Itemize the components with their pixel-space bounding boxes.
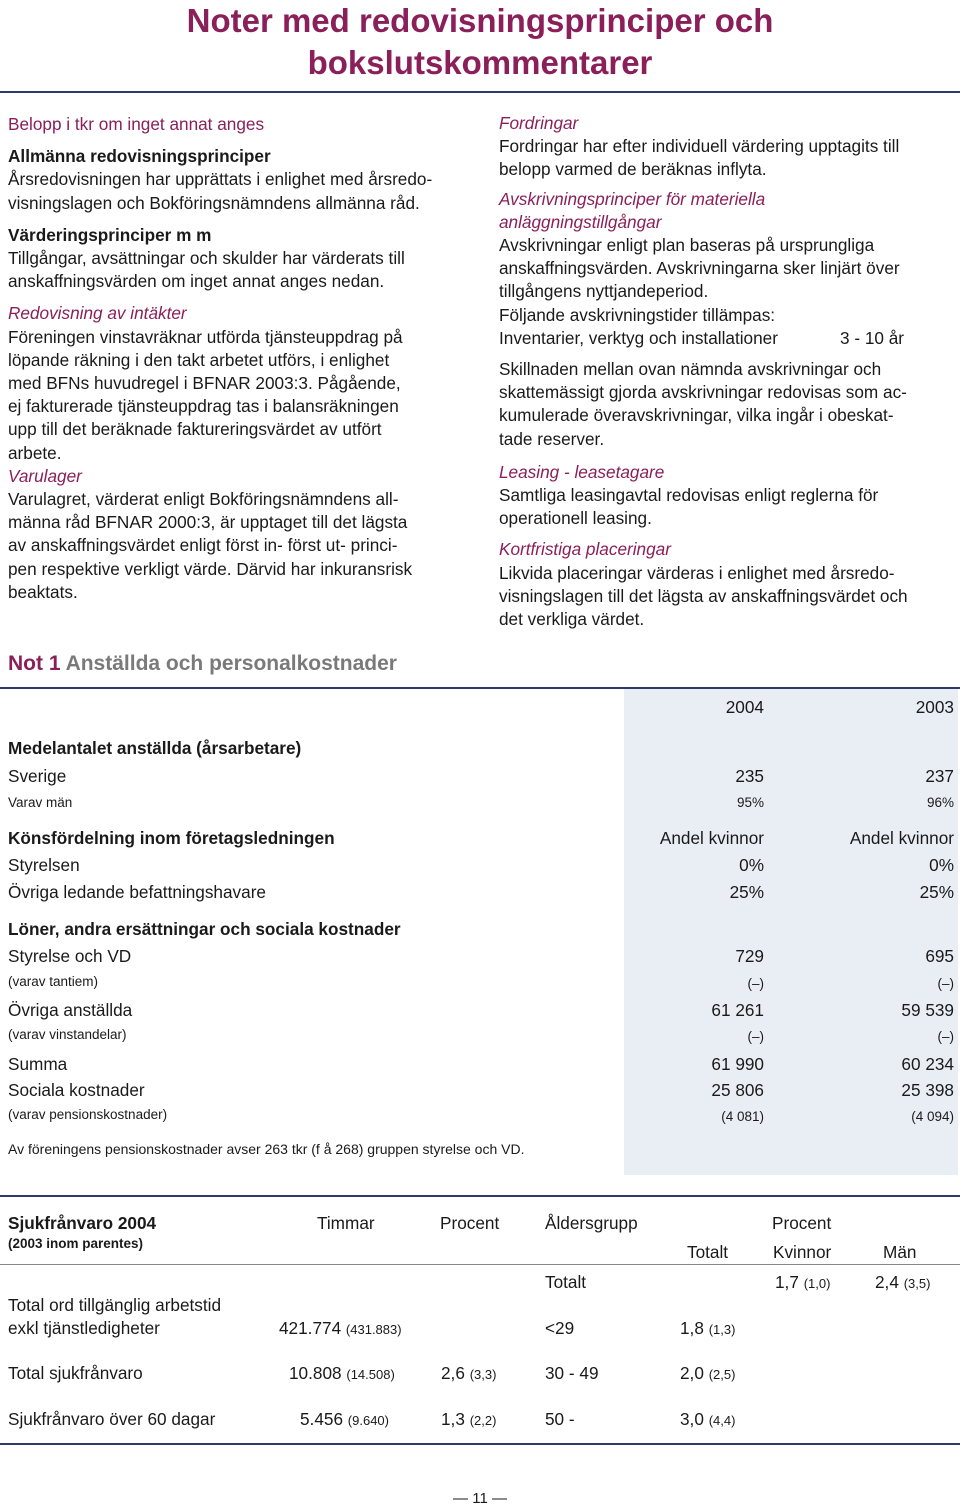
col-total-header: Totalt [687, 1242, 729, 1262]
section-heading: Könsfördelning inom företagsledningen [8, 828, 335, 848]
row-label: Sjukfrånvaro över 60 dagar [8, 1409, 216, 1429]
total-value [680, 1408, 735, 1432]
value: 1,7 [775, 1272, 799, 1292]
prev-value: (3,5) [903, 1276, 931, 1291]
depreciation-item-label: Inventarier, verktyg och installationer [499, 327, 778, 348]
value-2003: 0% [929, 855, 954, 875]
age-row-label: 50 - [545, 1409, 575, 1429]
text-line: av anskaffningsvärdet enligt först in- först ut- princi- [8, 535, 398, 556]
valuation-heading: Värderingsprinciper m m [8, 224, 212, 245]
depreciation-heading-2: anläggningstillgångar [499, 211, 662, 232]
text-line: pen respektive verkligt värde. Därvid har inkuransrisk [8, 558, 413, 579]
text-line: männa råd BFNAR 2000:3, är upptaget till det lägsta [8, 512, 408, 533]
value-2004: 61 261 [711, 1000, 764, 1020]
text-line: Följande avskrivningstider tillämpas: [499, 304, 776, 325]
short-investments-heading: Kortfristiga placeringar [499, 539, 671, 560]
page-title [0, 0, 960, 84]
divider [0, 1264, 960, 1265]
left-column [8, 113, 468, 604]
value: 5.456 [300, 1409, 344, 1429]
leasing-heading: Leasing - leasetagare [499, 461, 665, 482]
text-line: visningslagen till det lägsta av anskaffningsvärdet och [499, 585, 908, 606]
inventory-heading: Varulager [8, 465, 82, 486]
hours-value [279, 1317, 402, 1341]
hours-value [300, 1408, 389, 1432]
value-2003: 237 [925, 766, 954, 786]
value-2003: 25% [919, 882, 954, 902]
row-label: Sociala kostnader [8, 1080, 145, 1100]
note-title: Anställda och personalkostnader [65, 652, 397, 675]
text-line: Samtliga leasingavtal redovisas enligt reglerna för [499, 485, 879, 506]
total-value [680, 1317, 735, 1341]
text-line: Skillnaden mellan ovan nämnda avskrivningar och [499, 359, 882, 380]
value-2003: 59 539 [901, 1000, 954, 1020]
value-2003: 96% [926, 795, 954, 810]
text-line: löpande räkning i den takt arbetet utförs, i enlighet [8, 349, 390, 370]
value-2004: 729 [735, 946, 764, 966]
receivables-heading: Fordringar [499, 113, 579, 133]
page-title-line1: Noter med redovisningsprinciper och [186, 2, 774, 39]
value-2004: 95% [736, 795, 764, 810]
prev-value: (1,0) [803, 1276, 831, 1291]
row-label: Total ord tillgänglig arbetstid [8, 1295, 222, 1315]
prev-value: (3,3) [469, 1367, 497, 1382]
value: 1,3 [441, 1409, 465, 1429]
text-line: skattemässigt gjorda avskrivningar redovisas som ac- [499, 382, 907, 403]
text-line: visningslagen och Bokföringsnämndens allmänna råd. [8, 192, 420, 213]
col-percent2-header: Procent [772, 1213, 832, 1233]
prev-value: (4,4) [708, 1413, 736, 1428]
prev-value: (1,3) [708, 1322, 736, 1337]
divider [0, 1443, 960, 1445]
depreciation-item [499, 327, 959, 350]
value: 2,4 [875, 1272, 899, 1292]
col-agegroup-header: Åldersgrupp [545, 1213, 638, 1233]
value-2004: (–) [747, 976, 764, 991]
row-label: Övriga ledande befattningshavare [8, 882, 266, 902]
men-value [875, 1271, 930, 1295]
col-women-header: Kvinnor [773, 1242, 832, 1262]
text-line: tade reserver. [499, 428, 605, 449]
prev-value: (14.508) [346, 1367, 395, 1382]
right-column [499, 112, 959, 631]
percent-value [441, 1362, 496, 1386]
text-line: upp till det beräknade faktureringsvärdet av utfört [8, 419, 382, 440]
row-label: Varav män [8, 795, 73, 810]
text-line: anskaffningsvärden om inget annat anges nedan. [8, 271, 385, 292]
row-label: Övriga anställda [8, 1000, 133, 1020]
text-line: Varulagret, värderat enligt Bokföringsnämndens all- [8, 489, 399, 510]
prev-value: (9.640) [347, 1413, 389, 1428]
value: 421.774 [279, 1318, 342, 1338]
value-2004: 61 990 [711, 1054, 764, 1074]
sick-leave-subheading: (2003 inom parentes) [8, 1236, 144, 1251]
footnote: Av föreningens pensionskostnader avser 263 tkr (f å 268) gruppen styrelse och VD. [8, 1141, 525, 1157]
row-label: Styrelse och VD [8, 946, 132, 966]
row-label: (varav pensionskostnader) [8, 1107, 168, 1122]
col-2003-header: 2003 [915, 697, 954, 717]
sick-leave-heading: Sjukfrånvaro 2004 [8, 1213, 157, 1233]
page-number: — 11 — [453, 1490, 507, 1507]
row-label: Total sjukfrånvaro [8, 1363, 143, 1383]
year-column-shade [624, 689, 958, 1175]
value-2004: 25 806 [711, 1080, 764, 1100]
age-row-label: <29 [545, 1318, 575, 1338]
text-line: tillgångens nyttjandeperiod. [499, 281, 709, 302]
prev-value: (2,2) [469, 1413, 497, 1428]
age-row-label: 30 - 49 [545, 1363, 599, 1383]
women-value [775, 1271, 830, 1295]
value: 2,0 [680, 1363, 704, 1383]
age-row-label: Totalt [545, 1272, 587, 1292]
value-2004: 235 [735, 766, 764, 786]
general-heading: Allmänna redovisningsprinciper [8, 146, 271, 167]
text-line: Avskrivningar enligt plan baseras på ursprungliga [499, 235, 875, 256]
row-label: Sverige [8, 766, 67, 786]
value: 10.808 [289, 1363, 342, 1383]
text-line: Föreningen vinstavräknar utförda tjänsteuppdrag på [8, 326, 403, 347]
value-2003: 695 [925, 946, 954, 966]
row-label: exkl tjänstledigheter [8, 1318, 160, 1338]
value-2003: (–) [937, 1029, 954, 1044]
row-label: (varav vinstandelar) [8, 1027, 127, 1042]
text-line: med BFNs huvudregel i BFNAR 2003:3. Pågående, [8, 373, 401, 394]
value-2003: (–) [937, 976, 954, 991]
note-number: Not 1 [8, 652, 61, 675]
text-line: beaktats. [8, 581, 78, 602]
value-2004: (–) [747, 1029, 764, 1044]
text-line: arbete. [8, 442, 62, 463]
text-line: Fordringar har efter individuell värdering upptagits till [499, 136, 900, 157]
value-2004: (4 081) [721, 1109, 764, 1124]
text-line: kumulerade överavskrivningar, vilka ingår i obeskat- [499, 405, 894, 426]
text-line: Årsredovisningen har upprättats i enlighet med årsredo- [8, 169, 433, 190]
percent-value [441, 1408, 496, 1432]
text-line: anskaffningsvärden. Avskrivningarna sker linjärt över [499, 258, 900, 279]
col-2003-subheader: Andel kvinnor [849, 828, 954, 848]
text-line: Tillgångar, avsättningar och skulder har värderats till [8, 248, 405, 269]
col-2004-header: 2004 [725, 697, 764, 717]
value-2003: 25 398 [901, 1080, 954, 1100]
value-2003: (4 094) [911, 1109, 954, 1124]
value-2003: 60 234 [901, 1054, 954, 1074]
revenue-heading: Redovisning av intäkter [8, 303, 187, 324]
section-heading: Löner, andra ersättningar och sociala kostnader [8, 919, 401, 939]
col-hours-header: Timmar [317, 1213, 375, 1233]
value: 2,6 [441, 1363, 465, 1383]
section-heading: Medelantalet anställda (årsarbetare) [8, 738, 302, 758]
note1-heading [8, 652, 397, 676]
row-label: Styrelsen [8, 855, 80, 875]
text-line: operationell leasing. [499, 508, 652, 529]
hours-value [289, 1362, 395, 1386]
text-line: det verkliga värdet. [499, 609, 645, 630]
col-percent-header: Procent [440, 1213, 500, 1233]
prev-value: (2,5) [708, 1367, 736, 1382]
text-line: ej fakturerade tjänsteuppdrag tas i balansräkningen [8, 396, 399, 417]
page-title-line2: bokslutskommentarer [307, 44, 653, 81]
value: 1,8 [680, 1318, 704, 1338]
value: 3,0 [680, 1409, 704, 1429]
text-line: Likvida placeringar värderas i enlighet med årsredo- [499, 562, 895, 583]
col-2004-subheader: Andel kvinnor [659, 828, 764, 848]
value-2004: 0% [739, 855, 764, 875]
row-label: (varav tantiem) [8, 974, 99, 989]
prev-value: (431.883) [345, 1322, 402, 1337]
row-label: Summa [8, 1054, 68, 1074]
col-men-header: Män [883, 1242, 917, 1262]
depreciation-heading: Avskrivningsprinciper för materiella [499, 188, 766, 209]
divider [0, 91, 960, 93]
text-line: belopp varmed de beräknas inflyta. [499, 159, 767, 180]
divider [0, 1195, 960, 1197]
total-value [680, 1362, 735, 1386]
value-2004: 25% [729, 882, 764, 902]
depreciation-item-value: 3 - 10 år [840, 327, 905, 348]
intro-text: Belopp i tkr om inget annat anges [8, 114, 265, 134]
